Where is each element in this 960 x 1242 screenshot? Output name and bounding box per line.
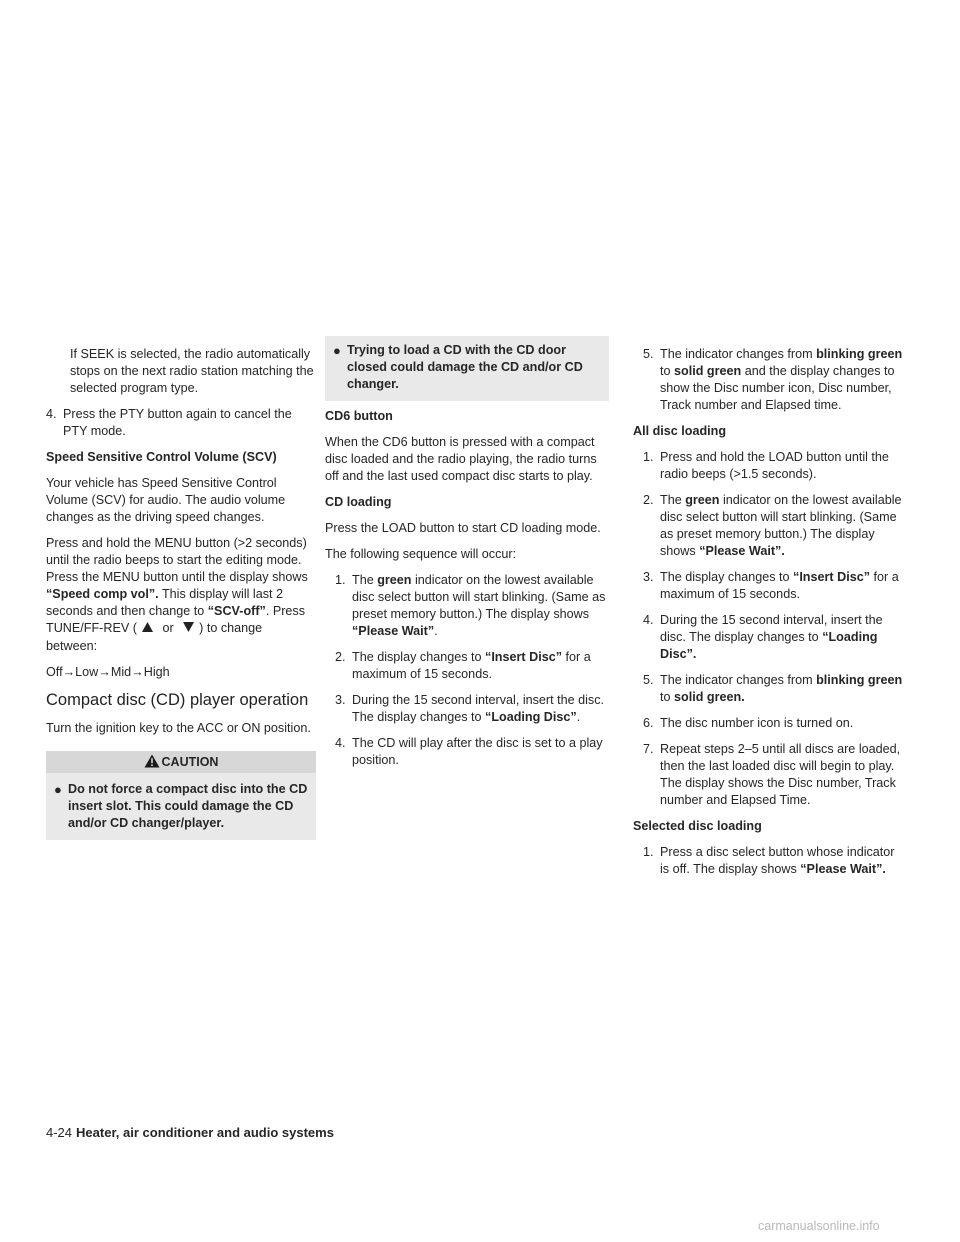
text-run: This display will last 2 seconds and then change to (46, 587, 284, 618)
step-number: 3. (643, 570, 654, 584)
step-1 (325, 572, 609, 640)
text-run: The display changes to (660, 570, 794, 584)
all-disc-heading: All disc loading (633, 424, 727, 438)
scv-sequence: Off→Low→Mid→High (46, 665, 170, 679)
step-number: 6. (643, 716, 654, 730)
step-text (660, 346, 904, 414)
selected-step-1 (633, 844, 904, 878)
step-text (660, 569, 904, 603)
step-text: Press and hold the LOAD button until the radio beeps (>1.5 seconds). (660, 450, 889, 481)
text-run: . (434, 624, 438, 638)
column-left (46, 346, 316, 840)
column-middle (325, 336, 609, 778)
step-5 (633, 346, 904, 414)
display-text: “Insert Disc” (793, 570, 871, 584)
text-run: During the 15 second interval, insert the disc. The display changes to (660, 613, 883, 644)
text-run: and the display changes to show the Disc number icon, Disc number, Track number and Elapsed time. (660, 364, 895, 412)
highlight-text: solid green (674, 364, 742, 378)
bullet-icon: ● (333, 343, 341, 358)
all-step-4 (633, 612, 904, 663)
highlight-text: blinking green (816, 673, 903, 687)
display-text: “SCV-off” (207, 604, 266, 618)
cd-intro: Turn the ignition key to the ACC or ON position. (46, 721, 311, 735)
caution-label: CAUTION (161, 755, 219, 769)
step-number: 5. (643, 673, 654, 687)
step-text (660, 672, 904, 706)
display-text: “Please Wait” (352, 624, 435, 638)
step-4 (325, 735, 609, 769)
highlight-text: solid green. (674, 690, 745, 704)
text-run: The (660, 493, 686, 507)
text-run: Press and hold the MENU button (>2 seconds) until the radio beeps to start the editing mode. Press the MENU button until the display shows (46, 536, 308, 584)
step-number: 7. (643, 742, 654, 756)
step-text (660, 844, 904, 878)
step-number: 4. (46, 407, 57, 421)
text-run: to (660, 690, 675, 704)
up-triangle-icon (137, 621, 159, 638)
step-text (660, 612, 904, 663)
bullet-icon: ● (54, 782, 62, 797)
display-text: “Please Wait”. (800, 862, 886, 876)
cd-heading: Compact disc (CD) player operation (46, 691, 309, 709)
step-text: The disc number icon is turned on. (660, 716, 854, 730)
step-text (660, 492, 904, 560)
down-triangle-icon (177, 621, 199, 638)
all-step-5 (633, 672, 904, 706)
text-run: ) to change between: (46, 621, 263, 653)
display-text: “Insert Disc” (485, 650, 563, 664)
cd-loading-paragraph: Press the LOAD button to start CD loading mode. (325, 521, 601, 535)
text-run: . (576, 710, 581, 724)
chapter-title: Heater, air conditioner and audio systems (76, 1125, 334, 1140)
display-text: “Loading Disc”. (660, 630, 878, 661)
text-run: or (158, 621, 178, 635)
page-footer (46, 1125, 334, 1140)
step-number: 5. (643, 347, 654, 361)
scv-paragraph-2 (46, 535, 316, 655)
cd6-heading: CD6 button (325, 409, 393, 423)
selected-disc-heading: Selected disc loading (633, 819, 762, 833)
all-step-7 (633, 741, 904, 809)
step-number: 2. (335, 650, 346, 664)
all-step-1 (633, 449, 904, 483)
column-right (633, 346, 904, 887)
text-run: The display changes to (352, 650, 486, 664)
step-text: The CD will play after the disc is set to a play position. (352, 736, 603, 767)
all-step-3 (633, 569, 904, 603)
step-text (352, 572, 609, 640)
all-step-6 (633, 715, 904, 732)
text-run: to (660, 364, 675, 378)
step-text: Press the PTY button again to cancel the PTY mode. (63, 407, 292, 438)
text-run: . Press TUNE/FF-REV ( (46, 604, 306, 635)
cd-loading-heading: CD loading (325, 495, 392, 509)
all-step-2 (633, 492, 904, 560)
sequence-intro: The following sequence will occur: (325, 547, 517, 561)
caution-bullet (333, 342, 601, 393)
text-run: indicator on the lowest available disc select button will start blinking. (Same as preset memory button.) The display shows (660, 493, 902, 558)
text-run: for a maximum of 15 seconds. (352, 650, 591, 681)
step-text (352, 649, 609, 683)
highlight-text: green (377, 573, 412, 587)
seek-paragraph: If SEEK is selected, the radio automatically stops on the next radio station matching the selected program type. (70, 347, 314, 395)
caution-bullet (54, 781, 308, 832)
watermark: carmanualsonline.info (758, 1219, 880, 1233)
text-run: During the 15 second interval, insert the disc. The display changes to (352, 693, 605, 724)
step-text: Repeat steps 2–5 until all discs are loaded, then the last loaded disc will begin to play. The display shows the Disc number, Track number and Elapsed Time. (660, 742, 901, 807)
caution-box-continued (325, 336, 609, 401)
text-run: indicator on the lowest available disc select button will start blinking. (Same as preset memory button.) The display shows (352, 573, 606, 621)
step-number: 2. (643, 493, 654, 507)
step-4 (46, 406, 316, 440)
step-number: 4. (643, 613, 654, 627)
step-number: 1. (643, 845, 654, 859)
display-text: “Speed comp vol”. (46, 587, 159, 601)
caution-box (46, 773, 316, 840)
page-number: 4-24 (46, 1125, 73, 1140)
step-3 (325, 692, 609, 726)
warning-triangle-icon (144, 753, 160, 775)
caution-text: Do not force a compact disc into the CD insert slot. This could damage the CD and/or CD changer/player. (68, 782, 308, 830)
caution-text: Trying to load a CD with the CD door closed could damage the CD and/or CD changer. (347, 343, 583, 391)
display-text: “Loading Disc” (485, 710, 577, 724)
highlight-text: blinking green (816, 347, 903, 361)
display-text: “Please Wait”. (699, 544, 785, 558)
step-number: 3. (335, 693, 346, 707)
step-number: 1. (643, 450, 654, 464)
text-run: The indicator changes from (660, 673, 817, 687)
step-text (352, 692, 609, 726)
step-number: 1. (335, 573, 346, 587)
text-run: Press a disc select button whose indicator is off. The display shows (660, 845, 895, 876)
cd6-paragraph: When the CD6 button is pressed with a compact disc loaded and the radio playing, the radio turns off and the last used compact disc starts to play. (325, 435, 597, 483)
step-2 (325, 649, 609, 683)
caution-header (46, 751, 316, 773)
text-run: The (352, 573, 378, 587)
highlight-text: green (685, 493, 720, 507)
text-run: The indicator changes from (660, 347, 817, 361)
scv-heading: Speed Sensitive Control Volume (SCV) (46, 450, 277, 464)
text-run: for a maximum of 15 seconds. (660, 570, 899, 601)
scv-paragraph-1: Your vehicle has Speed Sensitive Control Volume (SCV) for audio. The audio volume changes as the driving speed changes. (46, 476, 286, 524)
step-number: 4. (335, 736, 346, 750)
